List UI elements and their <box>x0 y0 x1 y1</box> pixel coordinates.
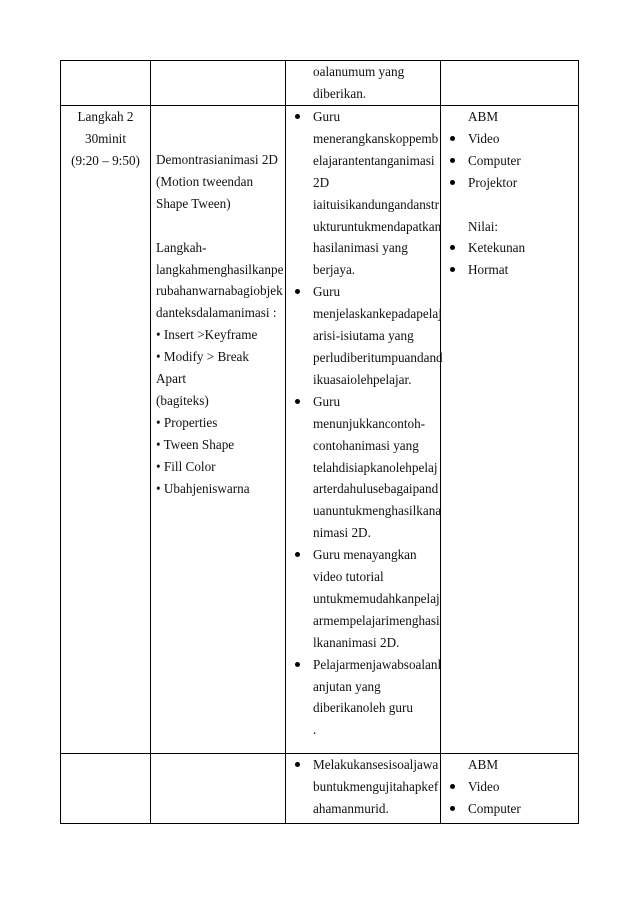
resources-heading: ABM <box>468 757 499 772</box>
step-name: Langkah 2 <box>77 109 134 124</box>
content-title-line: (Motion tweendan <box>156 173 254 189</box>
activity-line: . <box>313 722 317 738</box>
content-step: • Properties <box>156 414 218 430</box>
cell-step <box>61 754 151 824</box>
cell-activities <box>286 754 441 824</box>
activity-line: ikuasaiolehpelajar. <box>313 371 412 387</box>
value-label: Hormat <box>468 262 509 278</box>
lesson-plan-table <box>60 60 579 824</box>
table-row <box>61 754 579 824</box>
resource-label: Video <box>468 130 500 146</box>
cell-step <box>61 106 151 754</box>
content-step: • Modify > Break Apart <box>156 349 249 387</box>
cell-content <box>151 61 286 106</box>
activity-line: iaituisikandungandanstr <box>313 196 439 212</box>
cell-activities <box>286 61 441 106</box>
activity-line: hasilanimasi yang <box>313 240 408 256</box>
activity-line: berjaya. <box>313 262 356 278</box>
activity-line: elajarantentanganimasi <box>313 152 435 168</box>
list-item <box>291 391 442 544</box>
list-item <box>291 754 439 820</box>
resource-label: Computer <box>468 152 521 168</box>
activity-line: Pelajarmenjawabsoalanl <box>313 656 442 672</box>
activity-line: nimasi 2D. <box>313 525 371 541</box>
bullet-icon <box>295 399 300 404</box>
activity-line: Melakukansesisoaljawa <box>313 757 439 772</box>
content-desc-line: Langkah- <box>156 239 207 255</box>
activity-line: ukturuntukmendapatkan <box>313 218 442 234</box>
content-desc-line: danteksdalamanimasi : <box>156 305 277 321</box>
cell-resources <box>441 754 579 824</box>
bullet-icon <box>295 289 300 294</box>
bullet-icon <box>450 158 455 163</box>
list-item <box>291 544 440 654</box>
list-item <box>291 654 442 742</box>
cell-resources <box>441 61 579 106</box>
activity-line: Guru <box>313 109 341 124</box>
list-item <box>446 128 573 150</box>
activity-line: menerangkanskoppemb <box>313 130 439 146</box>
activity-line: diberikan. <box>313 85 367 101</box>
bullet-icon <box>450 267 455 272</box>
bullet-icon <box>450 136 455 141</box>
list-item <box>446 776 573 798</box>
activity-list <box>291 754 439 820</box>
activity-line: oalanumum yang <box>313 64 405 79</box>
list-item <box>446 798 573 820</box>
step-duration: 30minit <box>84 130 127 146</box>
activity-line: arisi-isiutama yang <box>313 328 414 344</box>
activity-line: menjelaskankepadapelaj <box>313 306 442 322</box>
value-label: Ketekunan <box>468 240 526 256</box>
activity-line: Guru <box>313 284 341 300</box>
list-item <box>446 237 573 259</box>
activity-line: telahdisiapkanolehpelaj <box>313 459 438 475</box>
cell-content <box>151 106 286 754</box>
activity-line: untukmemudahkanpelaj <box>313 590 440 606</box>
values-list <box>446 237 573 281</box>
activity-line: buntukmengujitahapkef <box>313 778 439 794</box>
cell-activities <box>286 106 441 754</box>
activity-line: video tutorial <box>313 569 384 585</box>
activity-line: arterdahulusebagaipand <box>313 481 439 497</box>
bullet-icon <box>295 114 300 119</box>
activity-line: lkananimasi 2D. <box>313 634 400 650</box>
bullet-icon <box>295 662 300 667</box>
bullet-icon <box>295 552 300 557</box>
list-item <box>446 150 573 172</box>
content-step: • Insert >Keyframe <box>156 327 258 343</box>
bullet-icon <box>450 245 455 250</box>
activity-line: Guru menayangkan <box>313 547 417 563</box>
content-step: • Tween Shape <box>156 436 235 452</box>
list-item <box>291 106 442 281</box>
content-title-line: Demontrasianimasi 2D <box>156 152 278 167</box>
resource-label: Computer <box>468 800 521 816</box>
activity-line: diberikanoleh guru <box>313 700 413 716</box>
activity-line: armempelajarimenghasi <box>313 612 440 628</box>
content-step: • Ubahjeniswarna <box>156 480 250 496</box>
resources-heading: ABM <box>468 109 499 124</box>
activity-line: uanuntukmenghasilkana <box>313 503 442 519</box>
bullet-icon <box>295 762 300 767</box>
cell-resources <box>441 106 579 754</box>
table-row <box>61 61 579 106</box>
activity-line: perludiberitumpuandand <box>313 349 443 365</box>
activity-list <box>291 106 443 741</box>
step-time: (9:20 – 9:50) <box>71 152 140 168</box>
bullet-icon <box>450 784 455 789</box>
activity-line: 2D <box>313 174 330 190</box>
activity-line: anjutan yang <box>313 678 381 694</box>
content-desc-line: langkahmenghasilkanpe <box>156 261 284 277</box>
content-desc-line: rubahanwarnabagiobjek <box>156 283 283 299</box>
content-title-line: Shape Tween) <box>156 195 231 211</box>
table-row <box>61 106 579 754</box>
list-item <box>446 259 573 281</box>
activity-line: contohanimasi yang <box>313 437 419 453</box>
values-heading: Nilai: <box>468 218 499 234</box>
activity-line: Guru <box>313 393 341 409</box>
activity-line: ahamanmurid. <box>313 800 389 816</box>
activity-line: menunjukkancontoh- <box>313 415 426 431</box>
cell-content <box>151 754 286 824</box>
resource-label: Projektor <box>468 174 518 190</box>
content-step: (bagiteks) <box>156 392 209 408</box>
content-step: • Fill Color <box>156 458 216 474</box>
list-item <box>446 172 573 194</box>
resource-label: Video <box>468 778 500 794</box>
resources-list <box>446 128 573 194</box>
bullet-icon <box>450 180 455 185</box>
cell-step <box>61 61 151 106</box>
resources-list <box>446 776 573 820</box>
bullet-icon <box>450 806 455 811</box>
list-item <box>291 281 443 391</box>
